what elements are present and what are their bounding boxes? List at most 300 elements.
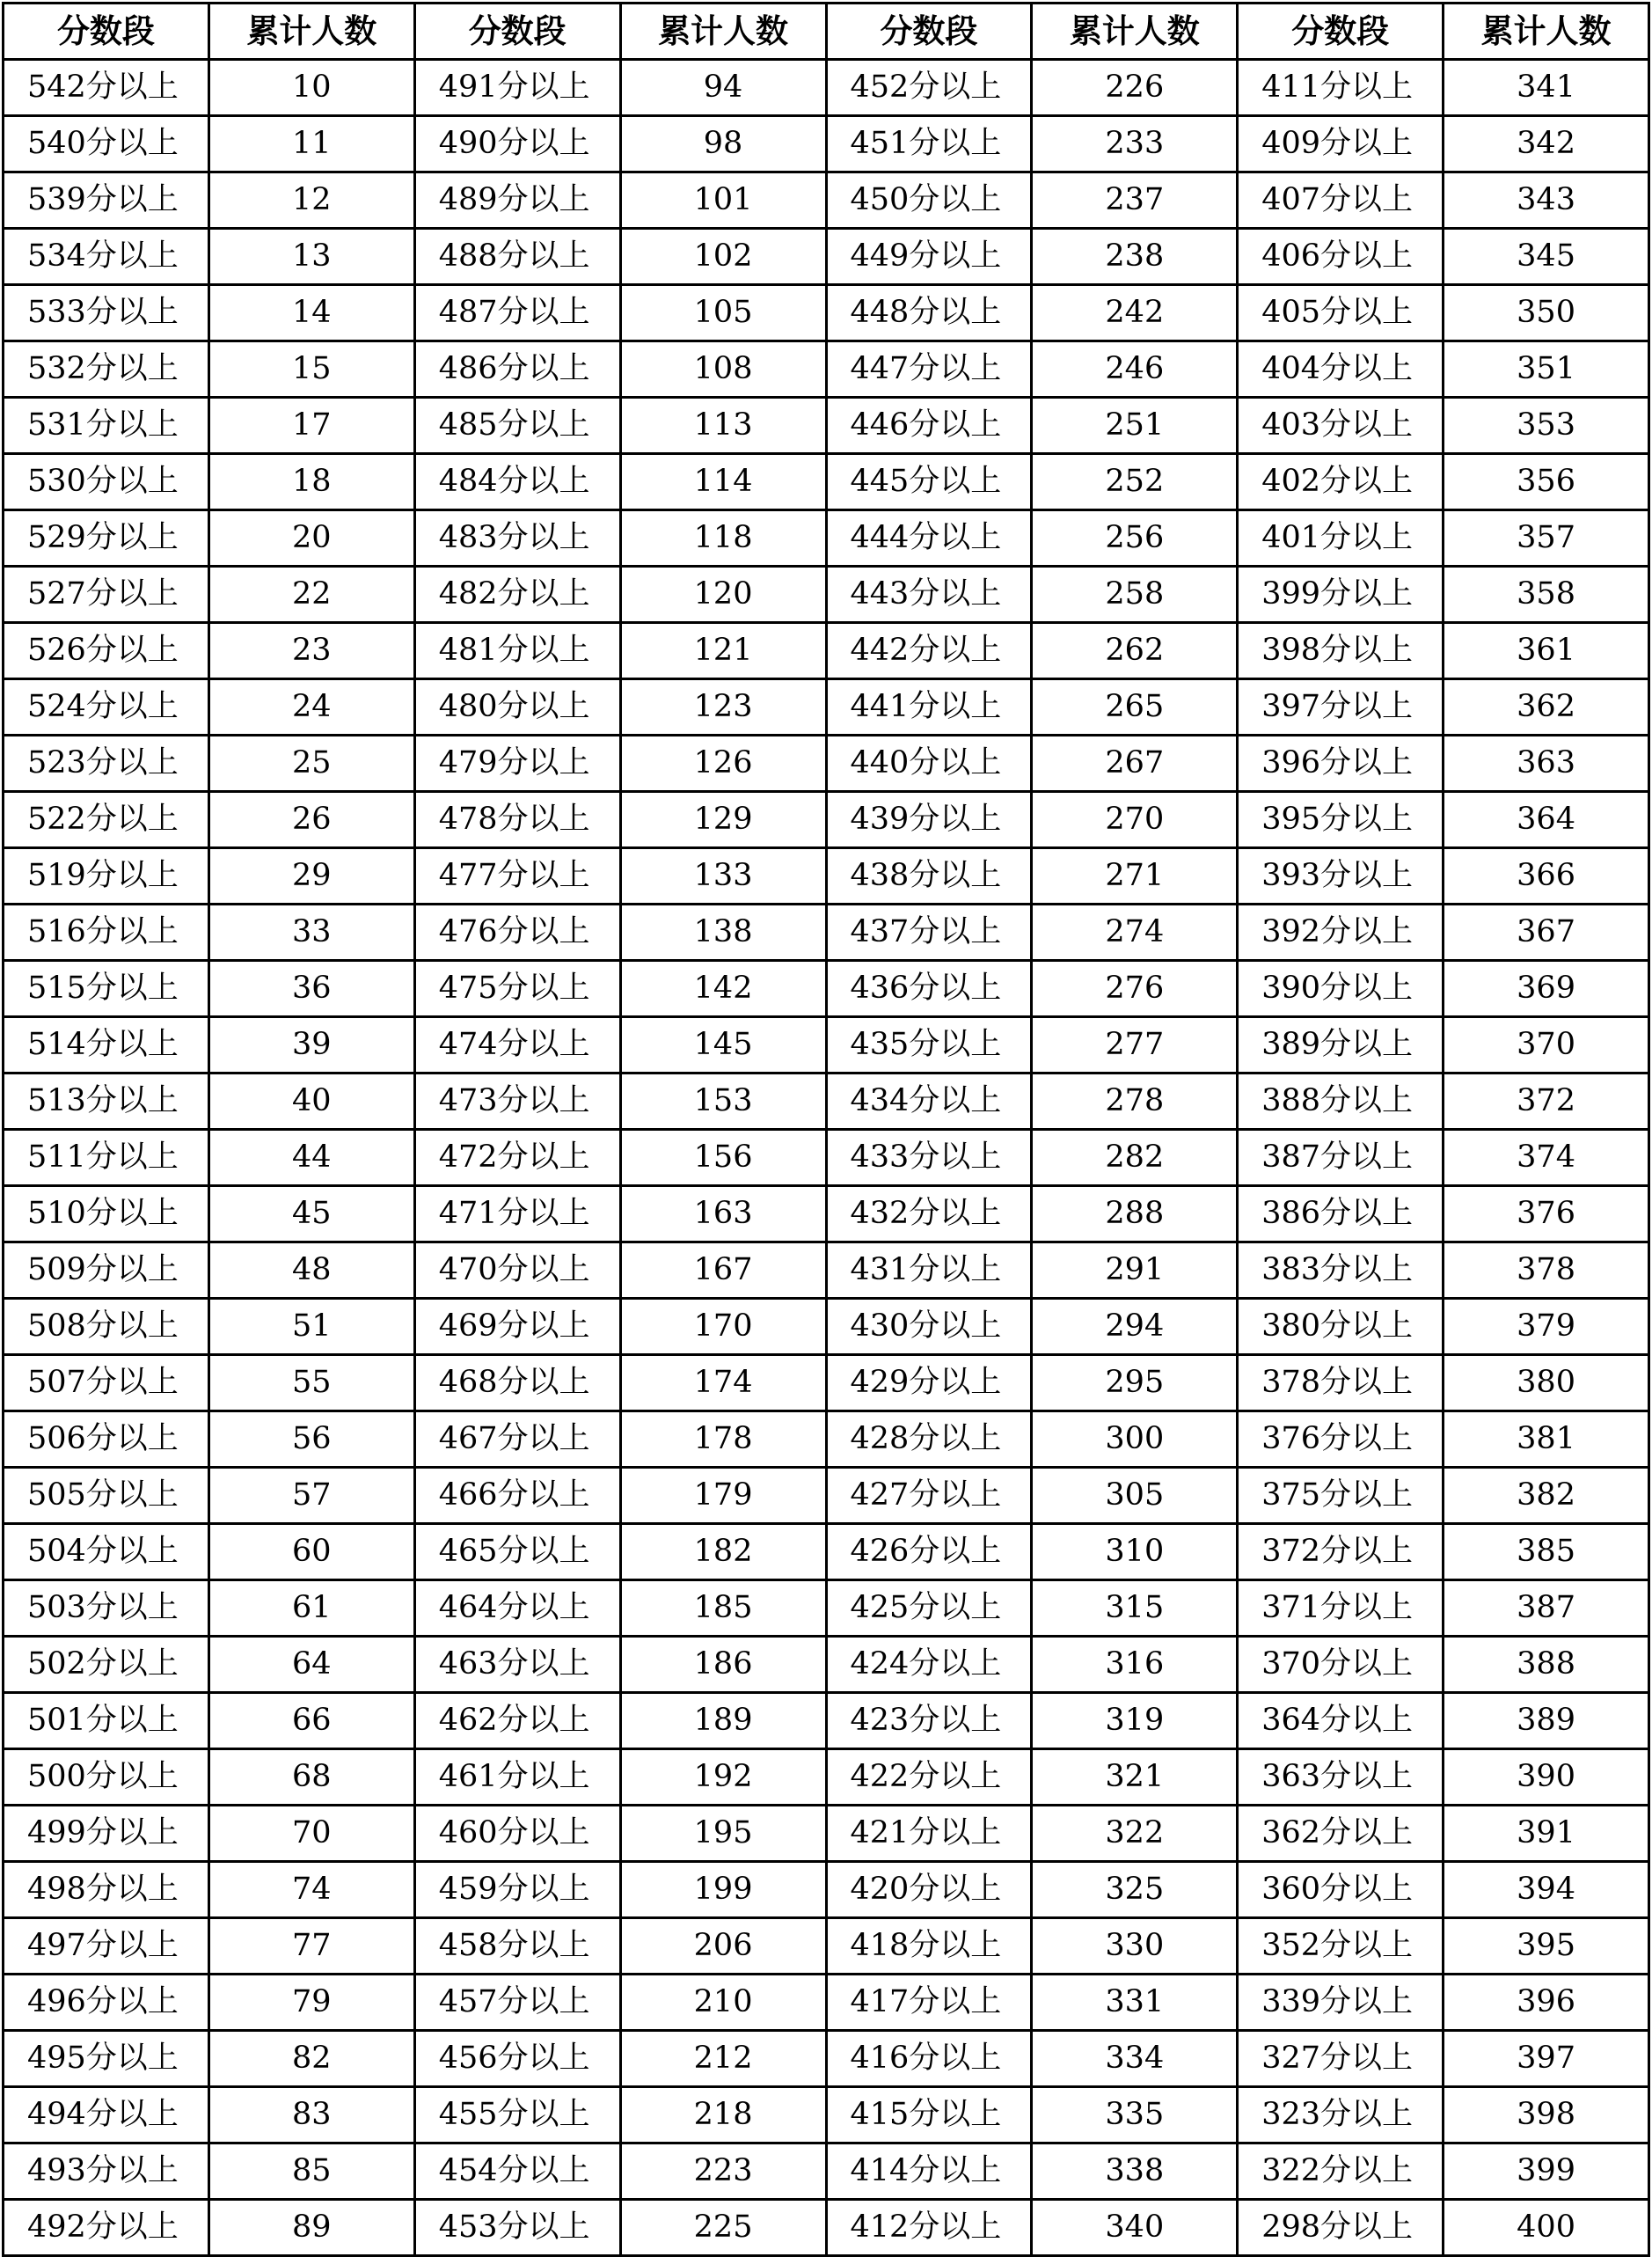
score-range-cell: 432分以上 [826,1186,1032,1242]
score-range-cell: 362分以上 [1238,1806,1444,1862]
score-range-cell: 529分以上 [4,510,209,567]
score-range-cell: 534分以上 [4,229,209,285]
score-range-cell: 434分以上 [826,1074,1032,1130]
cumulative-count-cell: 372 [1444,1074,1649,1130]
cumulative-count-cell: 345 [1444,229,1649,285]
score-range-cell: 387分以上 [1238,1130,1444,1186]
cumulative-count-cell: 192 [620,1749,826,1806]
cumulative-count-cell: 397 [1444,2031,1649,2087]
score-range-cell: 492分以上 [4,2200,209,2256]
score-range-cell: 467分以上 [414,1411,620,1468]
score-range-cell: 380分以上 [1238,1299,1444,1355]
score-range-cell: 437分以上 [826,905,1032,961]
cumulative-count-cell: 271 [1032,848,1238,905]
cumulative-count-cell: 186 [620,1637,826,1693]
score-range-cell: 484分以上 [414,454,620,510]
cumulative-count-cell: 206 [620,1918,826,1975]
score-range-cell: 426分以上 [826,1524,1032,1580]
cumulative-count-cell: 77 [208,1918,414,1975]
score-range-cell: 327分以上 [1238,2031,1444,2087]
score-range-cell: 402分以上 [1238,454,1444,510]
cumulative-count-cell: 20 [208,510,414,567]
cumulative-count-cell: 68 [208,1749,414,1806]
cumulative-count-cell: 367 [1444,905,1649,961]
table-row [4,848,1649,905]
cumulative-count-cell: 331 [1032,1975,1238,2031]
cumulative-count-cell: 40 [208,1074,414,1130]
score-range-cell: 502分以上 [4,1637,209,1693]
table-row [4,736,1649,792]
cumulative-count-cell: 343 [1444,172,1649,229]
cumulative-count-cell: 83 [208,2087,414,2143]
table-row [4,1862,1649,1918]
score-range-cell: 403分以上 [1238,398,1444,454]
score-range-cell: 407分以上 [1238,172,1444,229]
score-range-cell: 508分以上 [4,1299,209,1355]
cumulative-count-cell: 382 [1444,1468,1649,1524]
cumulative-count-cell: 376 [1444,1186,1649,1242]
cumulative-count-cell: 242 [1032,285,1238,341]
cumulative-count-cell: 142 [620,961,826,1017]
score-range-cell: 376分以上 [1238,1411,1444,1468]
cumulative-count-cell: 55 [208,1355,414,1411]
score-range-cell: 449分以上 [826,229,1032,285]
score-range-cell: 515分以上 [4,961,209,1017]
cumulative-count-cell: 251 [1032,398,1238,454]
score-range-cell: 472分以上 [414,1130,620,1186]
cumulative-count-cell: 233 [1032,116,1238,172]
score-range-cell: 465分以上 [414,1524,620,1580]
cumulative-count-cell: 44 [208,1130,414,1186]
cumulative-count-cell: 291 [1032,1242,1238,1299]
cumulative-count-cell: 390 [1444,1749,1649,1806]
score-range-cell: 470分以上 [414,1242,620,1299]
score-range-cell: 456分以上 [414,2031,620,2087]
cumulative-count-cell: 170 [620,1299,826,1355]
score-range-cell: 339分以上 [1238,1975,1444,2031]
cumulative-count-cell: 126 [620,736,826,792]
cumulative-count-cell: 353 [1444,398,1649,454]
cumulative-count-cell: 39 [208,1017,414,1074]
cumulative-count-cell: 335 [1032,2087,1238,2143]
cumulative-count-cell: 252 [1032,454,1238,510]
cumulative-count-cell: 282 [1032,1130,1238,1186]
header-row [4,4,1649,60]
cumulative-count-cell: 24 [208,679,414,736]
score-range-cell: 475分以上 [414,961,620,1017]
cumulative-count-cell: 118 [620,510,826,567]
cumulative-count-cell: 182 [620,1524,826,1580]
score-range-cell: 422分以上 [826,1749,1032,1806]
score-range-cell: 399分以上 [1238,567,1444,623]
score-range-cell: 495分以上 [4,2031,209,2087]
table-row [4,2031,1649,2087]
cumulative-count-cell: 178 [620,1411,826,1468]
table-row [4,1186,1649,1242]
cumulative-count-cell: 357 [1444,510,1649,567]
cumulative-count-cell: 325 [1032,1862,1238,1918]
score-range-cell: 395分以上 [1238,792,1444,848]
score-range-cell: 433分以上 [826,1130,1032,1186]
table-row [4,60,1649,116]
score-range-cell: 498分以上 [4,1862,209,1918]
table-row [4,1693,1649,1749]
score-range-cell: 409分以上 [1238,116,1444,172]
score-distribution-table [2,2,1650,2257]
cumulative-count-cell: 70 [208,1806,414,1862]
cumulative-count-cell: 395 [1444,1918,1649,1975]
score-range-cell: 446分以上 [826,398,1032,454]
cumulative-count-cell: 199 [620,1862,826,1918]
cumulative-count-cell: 145 [620,1017,826,1074]
table-row [4,1074,1649,1130]
cumulative-count-cell: 120 [620,567,826,623]
cumulative-count-cell: 363 [1444,736,1649,792]
table-row [4,2200,1649,2256]
score-range-cell: 493分以上 [4,2143,209,2200]
cumulative-count-cell: 138 [620,905,826,961]
score-range-cell: 427分以上 [826,1468,1032,1524]
cumulative-count-cell: 94 [620,60,826,116]
score-range-cell: 425分以上 [826,1580,1032,1637]
cumulative-count-cell: 133 [620,848,826,905]
cumulative-count-cell: 398 [1444,2087,1649,2143]
header-cumulative-count: 累计人数 [620,4,826,60]
cumulative-count-cell: 85 [208,2143,414,2200]
score-range-cell: 371分以上 [1238,1580,1444,1637]
score-range-cell: 519分以上 [4,848,209,905]
cumulative-count-cell: 45 [208,1186,414,1242]
score-range-cell: 540分以上 [4,116,209,172]
table-row [4,454,1649,510]
score-range-cell: 501分以上 [4,1693,209,1749]
cumulative-count-cell: 305 [1032,1468,1238,1524]
score-range-cell: 481分以上 [414,623,620,679]
cumulative-count-cell: 64 [208,1637,414,1693]
score-range-cell: 444分以上 [826,510,1032,567]
score-range-cell: 388分以上 [1238,1074,1444,1130]
score-range-cell: 480分以上 [414,679,620,736]
cumulative-count-cell: 156 [620,1130,826,1186]
score-range-cell: 482分以上 [414,567,620,623]
score-range-cell: 389分以上 [1238,1017,1444,1074]
score-range-cell: 424分以上 [826,1637,1032,1693]
score-range-cell: 438分以上 [826,848,1032,905]
cumulative-count-cell: 113 [620,398,826,454]
table-row [4,1524,1649,1580]
score-range-cell: 494分以上 [4,2087,209,2143]
score-range-cell: 443分以上 [826,567,1032,623]
score-range-cell: 431分以上 [826,1242,1032,1299]
score-range-cell: 527分以上 [4,567,209,623]
cumulative-count-cell: 388 [1444,1637,1649,1693]
cumulative-count-cell: 12 [208,172,414,229]
score-range-cell: 509分以上 [4,1242,209,1299]
cumulative-count-cell: 23 [208,623,414,679]
cumulative-count-cell: 246 [1032,341,1238,398]
score-range-cell: 469分以上 [414,1299,620,1355]
cumulative-count-cell: 14 [208,285,414,341]
score-range-cell: 435分以上 [826,1017,1032,1074]
cumulative-count-cell: 11 [208,116,414,172]
table-row [4,2143,1649,2200]
score-range-cell: 453分以上 [414,2200,620,2256]
cumulative-count-cell: 380 [1444,1355,1649,1411]
score-range-cell: 415分以上 [826,2087,1032,2143]
table-body [4,60,1649,2256]
cumulative-count-cell: 356 [1444,454,1649,510]
cumulative-count-cell: 256 [1032,510,1238,567]
score-range-cell: 378分以上 [1238,1355,1444,1411]
score-range-cell: 363分以上 [1238,1749,1444,1806]
score-range-cell: 466分以上 [414,1468,620,1524]
score-range-cell: 414分以上 [826,2143,1032,2200]
cumulative-count-cell: 370 [1444,1017,1649,1074]
cumulative-count-cell: 258 [1032,567,1238,623]
score-range-cell: 526分以上 [4,623,209,679]
table-row [4,341,1649,398]
score-range-cell: 523分以上 [4,736,209,792]
cumulative-count-cell: 319 [1032,1693,1238,1749]
score-range-cell: 514分以上 [4,1017,209,1074]
score-range-cell: 448分以上 [826,285,1032,341]
score-range-cell: 436分以上 [826,961,1032,1017]
score-range-cell: 497分以上 [4,1918,209,1975]
cumulative-count-cell: 189 [620,1693,826,1749]
cumulative-count-cell: 163 [620,1186,826,1242]
score-range-cell: 452分以上 [826,60,1032,116]
table-row [4,510,1649,567]
score-range-cell: 479分以上 [414,736,620,792]
score-range-cell: 458分以上 [414,1918,620,1975]
score-range-cell: 464分以上 [414,1580,620,1637]
cumulative-count-cell: 174 [620,1355,826,1411]
score-range-cell: 499分以上 [4,1806,209,1862]
cumulative-count-cell: 330 [1032,1918,1238,1975]
score-range-cell: 533分以上 [4,285,209,341]
score-range-cell: 487分以上 [414,285,620,341]
cumulative-count-cell: 385 [1444,1524,1649,1580]
score-range-cell: 500分以上 [4,1749,209,1806]
cumulative-count-cell: 315 [1032,1580,1238,1637]
cumulative-count-cell: 82 [208,2031,414,2087]
cumulative-count-cell: 223 [620,2143,826,2200]
table-row [4,1975,1649,2031]
cumulative-count-cell: 295 [1032,1355,1238,1411]
cumulative-count-cell: 238 [1032,229,1238,285]
score-range-cell: 401分以上 [1238,510,1444,567]
cumulative-count-cell: 33 [208,905,414,961]
cumulative-count-cell: 25 [208,736,414,792]
score-range-cell: 483分以上 [414,510,620,567]
cumulative-count-cell: 391 [1444,1806,1649,1862]
table-row [4,285,1649,341]
table-row [4,1637,1649,1693]
cumulative-count-cell: 400 [1444,2200,1649,2256]
table-row [4,1355,1649,1411]
score-range-cell: 488分以上 [414,229,620,285]
cumulative-count-cell: 56 [208,1411,414,1468]
table-row [4,172,1649,229]
score-range-cell: 485分以上 [414,398,620,454]
score-range-cell: 473分以上 [414,1074,620,1130]
score-range-cell: 396分以上 [1238,736,1444,792]
table-header [4,4,1649,60]
score-range-cell: 506分以上 [4,1411,209,1468]
score-range-cell: 398分以上 [1238,623,1444,679]
cumulative-count-cell: 89 [208,2200,414,2256]
cumulative-count-cell: 121 [620,623,826,679]
score-range-cell: 364分以上 [1238,1693,1444,1749]
cumulative-count-cell: 274 [1032,905,1238,961]
score-range-cell: 393分以上 [1238,848,1444,905]
cumulative-count-cell: 381 [1444,1411,1649,1468]
cumulative-count-cell: 61 [208,1580,414,1637]
score-range-cell: 390分以上 [1238,961,1444,1017]
score-range-cell: 455分以上 [414,2087,620,2143]
cumulative-count-cell: 277 [1032,1017,1238,1074]
cumulative-count-cell: 98 [620,116,826,172]
score-range-cell: 496分以上 [4,1975,209,2031]
score-range-cell: 504分以上 [4,1524,209,1580]
table-row [4,623,1649,679]
score-range-cell: 322分以上 [1238,2143,1444,2200]
cumulative-count-cell: 167 [620,1242,826,1299]
cumulative-count-cell: 300 [1032,1411,1238,1468]
cumulative-count-cell: 195 [620,1806,826,1862]
score-range-cell: 486分以上 [414,341,620,398]
score-range-cell: 531分以上 [4,398,209,454]
score-range-cell: 451分以上 [826,116,1032,172]
cumulative-count-cell: 340 [1032,2200,1238,2256]
cumulative-count-cell: 267 [1032,736,1238,792]
cumulative-count-cell: 369 [1444,961,1649,1017]
score-range-cell: 375分以上 [1238,1468,1444,1524]
cumulative-count-cell: 362 [1444,679,1649,736]
score-range-cell: 392分以上 [1238,905,1444,961]
cumulative-count-cell: 105 [620,285,826,341]
score-range-cell: 372分以上 [1238,1524,1444,1580]
table-row [4,398,1649,454]
score-range-cell: 405分以上 [1238,285,1444,341]
score-range-cell: 530分以上 [4,454,209,510]
score-range-cell: 447分以上 [826,341,1032,398]
score-range-cell: 406分以上 [1238,229,1444,285]
table-row [4,679,1649,736]
table-row [4,1806,1649,1862]
table-row [4,567,1649,623]
cumulative-count-cell: 10 [208,60,414,116]
cumulative-count-cell: 351 [1444,341,1649,398]
score-range-cell: 421分以上 [826,1806,1032,1862]
score-range-cell: 323分以上 [1238,2087,1444,2143]
cumulative-count-cell: 350 [1444,285,1649,341]
cumulative-count-cell: 212 [620,2031,826,2087]
table-row [4,1411,1649,1468]
header-score-range: 分数段 [1238,4,1444,60]
score-range-cell: 412分以上 [826,2200,1032,2256]
score-range-cell: 441分以上 [826,679,1032,736]
cumulative-count-cell: 338 [1032,2143,1238,2200]
cumulative-count-cell: 17 [208,398,414,454]
score-range-cell: 383分以上 [1238,1242,1444,1299]
cumulative-count-cell: 101 [620,172,826,229]
score-range-cell: 397分以上 [1238,679,1444,736]
score-range-cell: 370分以上 [1238,1637,1444,1693]
score-range-cell: 513分以上 [4,1074,209,1130]
score-range-cell: 386分以上 [1238,1186,1444,1242]
header-cumulative-count: 累计人数 [208,4,414,60]
header-score-range: 分数段 [826,4,1032,60]
score-range-cell: 423分以上 [826,1693,1032,1749]
cumulative-count-cell: 60 [208,1524,414,1580]
table-row [4,1299,1649,1355]
score-range-cell: 450分以上 [826,172,1032,229]
cumulative-count-cell: 394 [1444,1862,1649,1918]
cumulative-count-cell: 396 [1444,1975,1649,2031]
cumulative-count-cell: 123 [620,679,826,736]
score-range-cell: 457分以上 [414,1975,620,2031]
cumulative-count-cell: 102 [620,229,826,285]
table-row [4,1918,1649,1975]
header-cumulative-count: 累计人数 [1444,4,1649,60]
score-range-cell: 411分以上 [1238,60,1444,116]
cumulative-count-cell: 294 [1032,1299,1238,1355]
table-row [4,2087,1649,2143]
cumulative-count-cell: 15 [208,341,414,398]
cumulative-count-cell: 29 [208,848,414,905]
score-range-cell: 418分以上 [826,1918,1032,1975]
score-range-cell: 510分以上 [4,1186,209,1242]
cumulative-count-cell: 374 [1444,1130,1649,1186]
score-range-cell: 428分以上 [826,1411,1032,1468]
cumulative-count-cell: 237 [1032,172,1238,229]
cumulative-count-cell: 364 [1444,792,1649,848]
table-row [4,792,1649,848]
cumulative-count-cell: 18 [208,454,414,510]
cumulative-count-cell: 210 [620,1975,826,2031]
cumulative-count-cell: 185 [620,1580,826,1637]
score-range-cell: 539分以上 [4,172,209,229]
table-row [4,229,1649,285]
score-range-cell: 477分以上 [414,848,620,905]
cumulative-count-cell: 322 [1032,1806,1238,1862]
score-range-cell: 442分以上 [826,623,1032,679]
cumulative-count-cell: 387 [1444,1580,1649,1637]
cumulative-count-cell: 276 [1032,961,1238,1017]
cumulative-count-cell: 74 [208,1862,414,1918]
score-range-cell: 474分以上 [414,1017,620,1074]
score-range-cell: 476分以上 [414,905,620,961]
score-range-cell: 417分以上 [826,1975,1032,2031]
score-range-cell: 503分以上 [4,1580,209,1637]
score-range-cell: 511分以上 [4,1130,209,1186]
cumulative-count-cell: 288 [1032,1186,1238,1242]
cumulative-count-cell: 262 [1032,623,1238,679]
cumulative-count-cell: 22 [208,567,414,623]
cumulative-count-cell: 66 [208,1693,414,1749]
score-range-cell: 440分以上 [826,736,1032,792]
cumulative-count-cell: 48 [208,1242,414,1299]
cumulative-count-cell: 278 [1032,1074,1238,1130]
cumulative-count-cell: 79 [208,1975,414,2031]
score-range-cell: 478分以上 [414,792,620,848]
score-range-cell: 445分以上 [826,454,1032,510]
cumulative-count-cell: 366 [1444,848,1649,905]
cumulative-count-cell: 270 [1032,792,1238,848]
header-score-range: 分数段 [4,4,209,60]
cumulative-count-cell: 321 [1032,1749,1238,1806]
